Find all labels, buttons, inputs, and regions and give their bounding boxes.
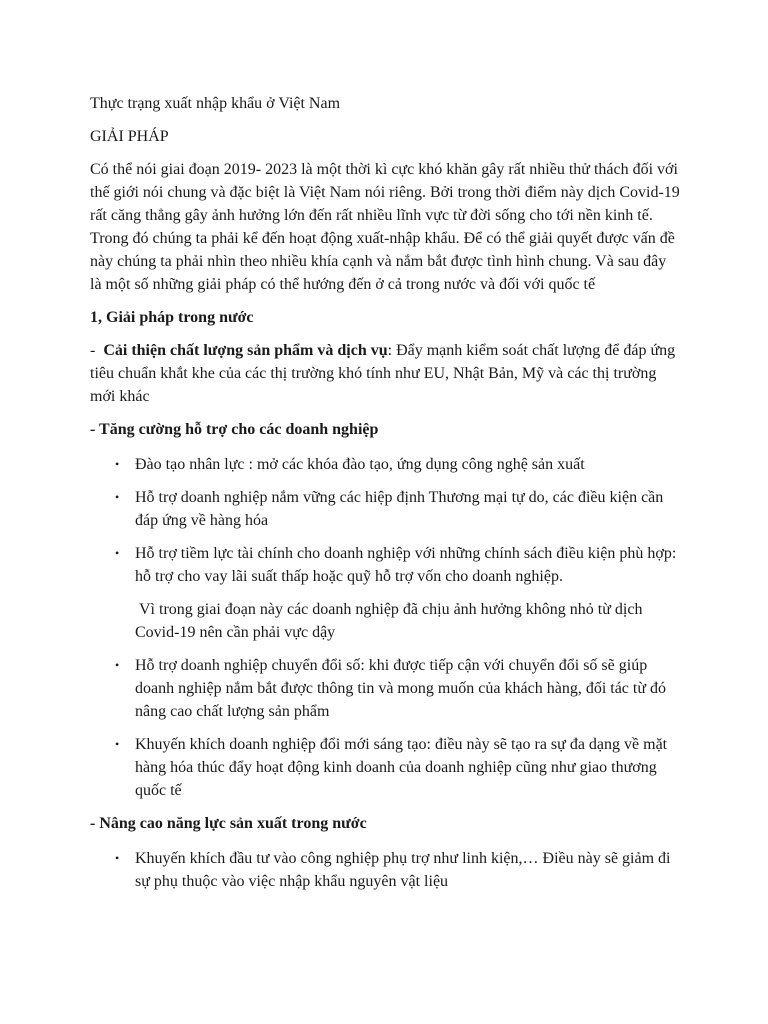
document-page (90, 92, 680, 903)
solution-heading: GIẢI PHÁP (90, 128, 169, 145)
bullet-icon: • (115, 490, 120, 504)
list-item: • Hỗ trợ doanh nghiệp chuyển đổi số: khi được tiếp cận với chuyển đổi số sẽ giúp doanh nghiệp nắm bắt được thông tin và mong muốn của khách hàng, đối tác từ đó nâng cao chất lượng sản phẩm (90, 654, 680, 723)
production-capacity-heading: - Nâng cao năng lực sản xuất trong nước (90, 815, 367, 832)
production-capacity-list (90, 847, 680, 893)
bullet-icon: • (115, 737, 120, 751)
dash-marker: - (90, 342, 96, 359)
quality-improvement-text: : Đẩy mạnh kiểm soát chất lượng để đáp ứng tiêu chuẩn khắt khe của các thị trường khó tính như EU, Nhật Bản, Mỹ và các thị trường mới khác (90, 342, 676, 405)
list-item: • Đào tạo nhân lực : mở các khóa đào tạo, ứng dụng công nghệ sản xuất (90, 453, 680, 476)
covid-note: Vì trong giai đoạn này các doanh nghiệp đã chịu ảnh hưởng không nhỏ từ dịch Covid-19 nên cần phải vực dậy (135, 601, 643, 641)
business-support-list (90, 453, 680, 588)
section-domestic-heading: 1, Giải pháp trong nước (90, 309, 254, 326)
bullet-icon: • (115, 546, 120, 560)
list-item: • Hỗ trợ doanh nghiệp nắm vững các hiệp định Thương mại tự do, các điều kiện cần đáp ứng về hàng hóa (90, 486, 680, 532)
list-item: • Khuyến khích doanh nghiệp đổi mới sáng tạo: điều này sẽ tạo ra sự đa dạng về mặt hàng hóa thúc đẩy hoạt động kinh doanh của doanh nghiệp cũng như giao thương quốc tế (90, 733, 680, 802)
business-support-list-continued (90, 654, 680, 802)
bullet-icon: • (115, 658, 120, 672)
document-title: Thực trạng xuất nhập khẩu ở Việt Nam (90, 95, 341, 112)
business-support-heading: - Tăng cường hỗ trợ cho các doanh nghiệp (90, 421, 379, 438)
bullet-icon: • (115, 457, 120, 471)
quality-improvement-label: Cải thiện chất lượng sản phẩm và dịch vụ (103, 342, 388, 359)
list-item: • Hỗ trợ tiềm lực tài chính cho doanh nghiệp với những chính sách điều kiện phù hợp: hỗ trợ cho vay lãi suất thấp hoặc quỹ hỗ trợ vốn cho doanh nghiệp. (90, 542, 680, 588)
bullet-icon: • (115, 851, 120, 865)
intro-paragraph: Có thể nói giai đoạn 2019- 2023 là một thời kì cực khó khăn gây rất nhiều thử thách đối với thế giới nói chung và đặc biệt là Việt Nam nói riêng. Bởi trong thời điểm này dịch Covid-19 rất căng thẳng gây ảnh hưởng lớn đến rất nhiều lĩnh vực từ đời sống cho tới nền kinh tế. Trong đó chúng ta phải kể đến hoạt động xuất-nhập khẩu. Để có thể giải quyết được vấn đề này chúng ta phải nhìn theo nhiều khía cạnh và nắm bắt được tình hình chung. Và sau đây là một số những giải pháp có thể hướng đến ở cả trong nước và đối với quốc tế (90, 161, 680, 293)
quality-improvement-item (90, 339, 680, 408)
list-item: • Khuyến khích đầu tư vào công nghiệp phụ trợ như linh kiện,… Điều này sẽ giảm đi sự phụ thuộc vào việc nhập khẩu nguyên vật liệu (90, 847, 680, 893)
